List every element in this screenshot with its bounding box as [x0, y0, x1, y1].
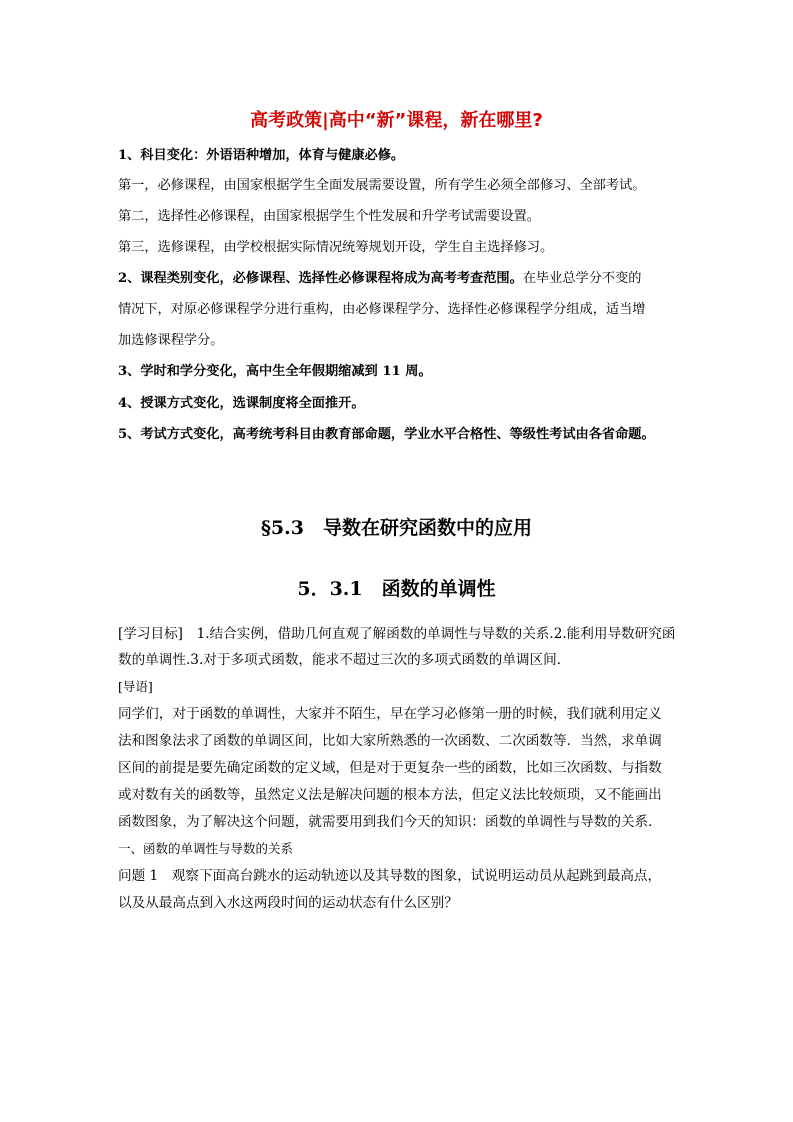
part-1-heading: 一、函数的单调性与导数的关系	[118, 841, 294, 856]
question-1-line-1: 问题 1 观察下面高台跳水的运动轨迹以及其导数的图象，试说明运动员从起跳到最高点，	[118, 868, 662, 884]
intro-line-1: 同学们，对于函数的单调性，大家并不陌生，早在学习必修第一册的时候，我们就利用定义	[118, 706, 662, 722]
policy-second: 第二，选择性必修课程，由国家根据学生个性发展和升学考试需要设置。	[118, 209, 540, 224]
intro-line-2: 法和图象法求了函数的单调区间，比如大家所熟悉的一次函数、二次函数等．当然，求单调	[118, 733, 662, 749]
intro-label: [导语]	[118, 679, 153, 694]
policy-title: 高考政策|高中“新”课程，新在哪里?	[250, 110, 543, 131]
intro-line-5: 函数图象，为了解决这个问题，就需要用到我们今天的知识：函数的单调性与导数的关系．	[118, 814, 662, 830]
section-title: §5.3 导数在研究函数中的应用	[261, 517, 532, 539]
policy-item-1: 1、科目变化：外语语种增加，体育与健康必修。	[118, 148, 405, 163]
policy-item-2-bold: 2、课程类别变化，必修课程、选择性必修课程将成为高考考查范围。	[118, 271, 523, 286]
policy-first: 第一，必修课程，由国家根据学生全面发展需要设置，所有学生必须全部修习、全部考试。	[118, 178, 646, 193]
learning-goals-line-1: [学习目标] 1.结合实例，借助几何直观了解函数的单调性与导数的关系.2.能利用导数研究函	[118, 626, 676, 642]
learning-goals-line-2: 数的单调性.3.对于多项式函数，能求不超过三次的多项式函数的单调区间．	[118, 652, 571, 668]
intro-line-3: 区间的前提是要先确定函数的定义域，但是对于更复杂一些的函数，比如三次函数、与指数	[118, 760, 662, 776]
policy-item-2-line-3: 加选修课程学分。	[118, 333, 224, 348]
policy-third: 第三，选修课程，由学校根据实际情况统筹规划开设，学生自主选择修习。	[118, 240, 554, 255]
policy-item-3: 3、学时和学分变化，高中生全年假期缩减到 11 周。	[118, 364, 432, 379]
question-1-line-2: 以及从最高点到入水这两段时间的运动状态有什么区别？	[118, 895, 458, 911]
intro-line-4: 或对数有关的函数等，虽然定义法是解决问题的根本方法，但定义法比较烦琐，又不能画出	[118, 787, 662, 803]
policy-item-4: 4、授课方式变化，选课制度将全面推开。	[118, 396, 365, 411]
policy-item-2-line-2: 情况下，对原必修课程学分进行重构，由必修课程学分、选择性必修课程学分组成，适当增	[118, 302, 646, 317]
subsection-title: 5．3.1 函数的单调性	[297, 578, 496, 600]
policy-item-2	[118, 269, 688, 289]
policy-item-5: 5、考试方式变化，高考统考科目由教育部命题，学业水平合格性、等级性考试由各省命题。	[118, 427, 655, 442]
policy-item-2-rest: 在毕业总学分不变的	[522, 271, 642, 286]
